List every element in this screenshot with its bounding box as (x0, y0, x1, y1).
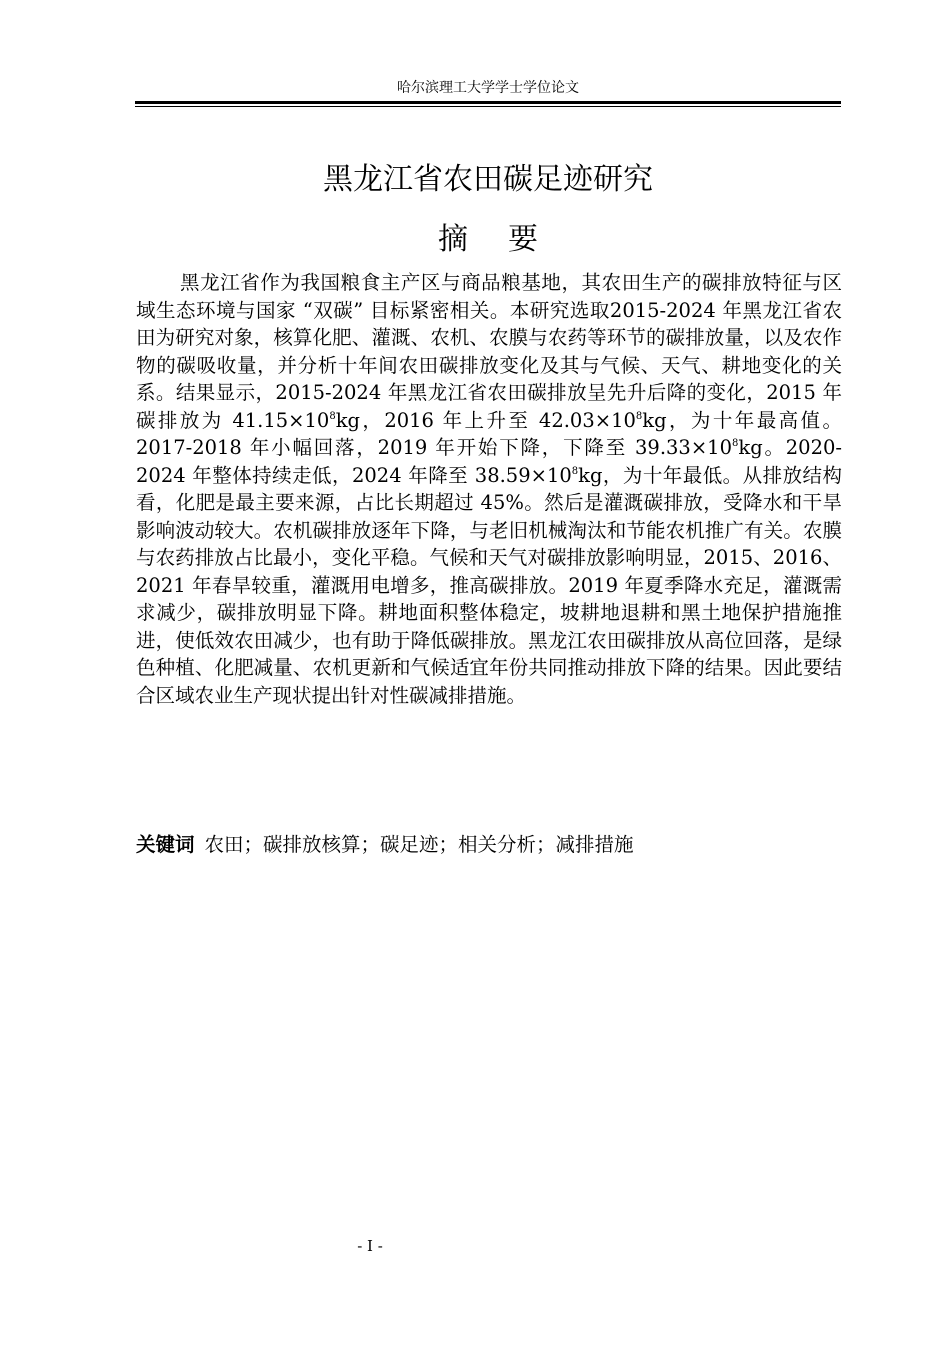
keywords-text: 农田；碳排放核算；碳足迹；相关分析；减排措施 (204, 833, 634, 856)
exponent-4: 8 (571, 465, 579, 477)
keywords-label: 关键词 (136, 833, 195, 856)
exponent-3: 8 (732, 438, 739, 449)
abstract-body (136, 269, 842, 709)
header-rule-thick (135, 101, 841, 104)
page-number: - I - (357, 1237, 383, 1255)
page-header: 哈尔滨理工大学学士学位论文 (397, 80, 579, 96)
exponent-1: 8 (329, 410, 336, 422)
abstract-text-4: kg。2020-2024 年整体持续走低，2024 年降至 38.59×10 (136, 436, 842, 487)
exponent-2: 8 (635, 410, 643, 422)
abstract-heading: 摘要 (438, 222, 578, 257)
abstract-text-3: kg，为十年最高值。2017-2018 年小幅回落，2019 年开始下降，下降至 39.33×10 (136, 408, 842, 459)
abstract-text-5: kg，为十年最低。从排放结构看，化肥是最主要来源，占比长期超过 45%。然后是灌溉碳排放，受降水和干旱影响波动较大。农机碳排放逐年下降，与老旧机械淘汰和节能农机推广有关。农膜与农药排放占比最小，变化平稳。气候和天气对碳排放影响明显，2015、2016、2021 年春旱较重，灌溉用电增多，推高碳排放。2019 年夏季降水充足，灌溉需求减少，碳排放明显下降。耕地面积整体稳定，坡耕地退耕和黑土地保护措施推进，使低效农田减少，也有助于降低碳排放。黑龙江农田碳排放从高位回落，是绿色种植、化肥减量、农机更新和气候适宜年份共同推动排放下降的结果。因此要结合区域农业生产现状提出针对性碳减排措施。 (136, 463, 842, 707)
abstract-text-2: kg，2016 年上升至 42.03×10 (335, 408, 636, 432)
keywords-line (136, 830, 842, 860)
abstract-text-1: 黑龙江省作为我国粮食主产区与商品粮基地，其农田生产的碳排放特征与区域生态环境与国家 “双碳” 目标紧密相关。本研究选取2015-2024 年黑龙江省农田为研究对象，核算化肥、灌溉、农机、农膜与农药等环节的碳排放量，以及农作物的碳吸收量，并分析十年间农田碳排放变化及其与气候、天气、耕地变化的关系。结果显示，2015-2024 年黑龙江省农田碳排放呈先升后降的变化，2015 年碳排放为 41.15×10 (136, 271, 842, 432)
header-rule-thin (135, 106, 841, 107)
thesis-title: 黑龙江省农田碳足迹研究 (323, 162, 653, 197)
